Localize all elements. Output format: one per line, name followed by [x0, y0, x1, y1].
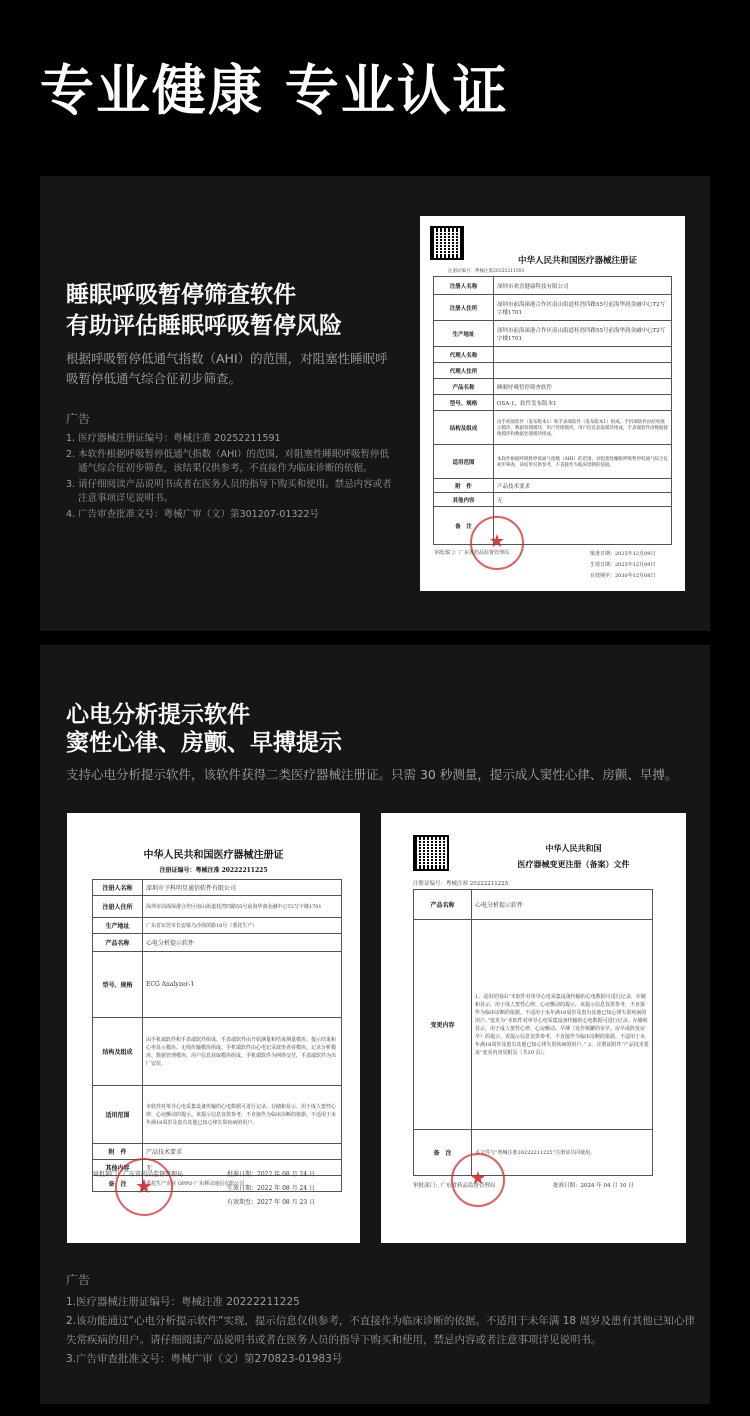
approval-department: 审批部门：广东省药品监督管理局 — [434, 550, 510, 556]
approval-date: 批准日期：2024 年 04 月 10 日 — [553, 1183, 634, 1189]
expiry-date: 有效期至：2027 年 08 月 23 日 — [227, 1199, 316, 1206]
effective-date: 生效日期：2022 年 08 月 24 日 — [227, 1185, 316, 1192]
sleep-apnea-heading-line1: 睡眠呼吸暂停筛查软件 — [66, 282, 296, 308]
qr-code-icon — [413, 835, 449, 871]
seal-star-icon: ★ — [469, 1168, 487, 1189]
certificate-title: 中华人民共和国医疗器械注册证 — [517, 256, 637, 266]
ecg-heading-line2: 窦性心律、房颤、早搏提示 — [66, 730, 342, 756]
ad-note: 3. 请仔细阅读产品说明书或者在医务人员的指导下购买和使用。禁忌内容或者注意事项详见说明书。 — [66, 478, 392, 504]
ad-notes — [66, 1293, 696, 1369]
certificate-title: 中华人民共和国医疗器械注册证 — [143, 850, 284, 861]
approval-department: 审批部门：广东省药品监督管理局 — [413, 1183, 496, 1189]
ad-note: 1.医疗器械注册证编号：粤械注准 20222211225 — [66, 1296, 300, 1308]
sleep-apnea-panel — [40, 176, 710, 631]
sleep-apnea-description: 根据呼吸暂停低通气指数（AHI）的范围，对阻塞性睡眠呼吸暂停低通气综合征初步筛查。 — [66, 351, 388, 386]
certificate-title-line1: 中华人民共和国 — [545, 843, 602, 853]
ad-note: 2.该功能通过“心电分析提示软件”实现，提示信息仅供参考，不直接作为临床诊断的依据。不适用于未年满 18 周岁及患有其他已知心律失常疾病的用户。请仔细阅读产品说明书或者在医务人员的指导下购买和使用，禁忌内容或者注意事项详见说明书。 — [66, 1315, 695, 1346]
ecg-heading — [66, 701, 466, 757]
ecg-heading-line1: 心电分析提示软件 — [66, 702, 250, 728]
qr-code-icon — [430, 226, 464, 260]
ad-note: 2. 本软件根据呼吸暂停低通气指数（AHI）的范围，对阻塞性睡眠呼吸暂停低通气综合征初步筛查，该结果仅供参考，不直接作为临床诊断的依据。 — [66, 448, 390, 474]
sleep-apnea-certificate-image — [420, 216, 685, 591]
ecg-change-certificate-image — [381, 813, 686, 1243]
ad-note: 3.广告审查批准文号：粤械广审（文）第270823-01983号 — [66, 1353, 343, 1365]
certificate-title-line2: 医疗器械变更注册（备案）文件 — [517, 859, 630, 869]
effective-date: 生效日期：2025年12月09日 — [590, 562, 656, 568]
ad-label: 广告 — [66, 412, 91, 426]
certificate-table: 注册人名称 深圳市欢喜健康科技有限公司 注册人住所 深圳市前海深港合作区南山街道桂湾四路55号前海华润金融中心T2写字楼1701 生产地址 深圳市前海深港合作区南山街道桂湾四路55号前海华润金融中心T2写字楼1701 代理人名称 代理人住所 产品名称 睡眠呼吸暂停筛查软件 型号、规格 OSA-1，软件发布版本1 结构及组成 由手机端软件（发布版本1）和手表端软件（发布版本1）组成。手机端软件由结果展示模块、数据管理模块、用户管理模块、用户信息获取模块组成，手表端软件由数据接收模块和数据处理模块组成。 适用范围 本软件根据呼吸暂停低通气指数（AHI）的范围，对阻塞性睡眠呼吸暂停低通气综合征初步筛查，该结果仅供参考，不直接作为临床诊断的依据。 附 件 产品技术要求 其他内容 无 备 注 — [433, 276, 672, 545]
seal-star-icon: ★ — [135, 1174, 153, 1198]
certificate-number: 注册证编号：粤械注准20252211591 — [448, 269, 525, 274]
ecg-certificate-image — [67, 813, 360, 1243]
sleep-apnea-heading — [66, 280, 406, 342]
page-title: 专业健康 专业认证 — [40, 59, 509, 122]
ad-note: 1. 医疗器械注册证编号：粤械注准 20252211591 — [66, 433, 281, 444]
certificate-table: 注册人名称 深圳市予科明星通信软件有限公司 注册人住所 深圳市前海深港合作区南山街道桂湾四路55号前海华润金融中心T2写字楼1701 生产地址 广东省东莞市长安镇乌沙海滨路18号（委托生产） 产品名称 心电分析提示软件 型号、规格 ECG Analyzer-1 结构及组成 由手机端软件和手表端软件组成。手表端软件由开始测量和结束测量模块、提示结果和心率显示模块、无线传输模块组成。手机端软件由心电记录波形查看模块、记录分析模块、数据管理模块、用户信息获取模块组成。手机端软件为网络交付，手表端软件为出厂安装。 适用范围 本软件对单导心电采集设备传输的心电数据可进行记录、存储和显示，用于成人窦性心律、心房颤动的提示。该提示信息仅供参考，不直接作为临床诊断的依据。不适用于未年满18周岁及患有其他已知心律失常疾病的用户。 附 件 产品技术要求 其他内容 无 备 注 委托生产企业 OPPO 广东移动通信有限公司 — [92, 879, 342, 1192]
ad-note: 4. 广告审查批准文号：粤械广审（文）第301207-01322号 — [66, 508, 319, 520]
expiry-date: 有效期至：2030年12月08日 — [590, 573, 656, 579]
approval-date: 批准日期：2025年12月09日 — [590, 551, 656, 557]
certificate-number: 注册证编号：粤械注准 20222211225 — [159, 867, 268, 874]
approval-department: 审批部门：广东省药品监督管理局 — [93, 1171, 184, 1178]
ecg-panel — [40, 645, 710, 1404]
certificate-table: 产品名称 心电分析提示软件 变更内容 1、适用范围由“本软件对单导心电采集设备传输的心电数据可进行记录、存储和显示，用于成人窦性心律、心房颤动的提示，该提示信息仅供参考，不直接作为临床诊断的依据。不适用于未年满18周岁及患有其他已知心律失常疾病的用户。”变更为“本软件对单导心电采集设备传输的心电数据可进行记录、存储和显示，用于成人窦性心律、心房颤动、早搏（发作频繁的室早、房早或阵发房早）的提示，该提示信息仅供参考，不直接作为临床诊断的依据。不适用于未年满18周岁及患有其他已知心律失常疾病的用户。” 2、注册证附件“产品技术要求”变更内容见附页（共10 页）。 备 注 本文件与“粤械注准20222211225”注册证共同使用。 — [413, 889, 653, 1176]
ad-notes — [66, 432, 396, 523]
ad-label: 广告 — [66, 1273, 91, 1287]
approval-date: 批准日期：2022 年 08 月 24 日 — [227, 1171, 316, 1178]
ecg-description: 支持心电分析提示软件，该软件获得二类医疗器械注册证。只需 30 秒测量，提示成人窦性心律、房颤、早搏。 — [66, 767, 678, 782]
certificate-number: 注册证编号：粤械注准 20222211225 — [413, 881, 509, 887]
seal-star-icon: ★ — [488, 531, 506, 552]
sleep-apnea-heading-line2: 有助评估睡眠呼吸暂停风险 — [66, 313, 342, 339]
